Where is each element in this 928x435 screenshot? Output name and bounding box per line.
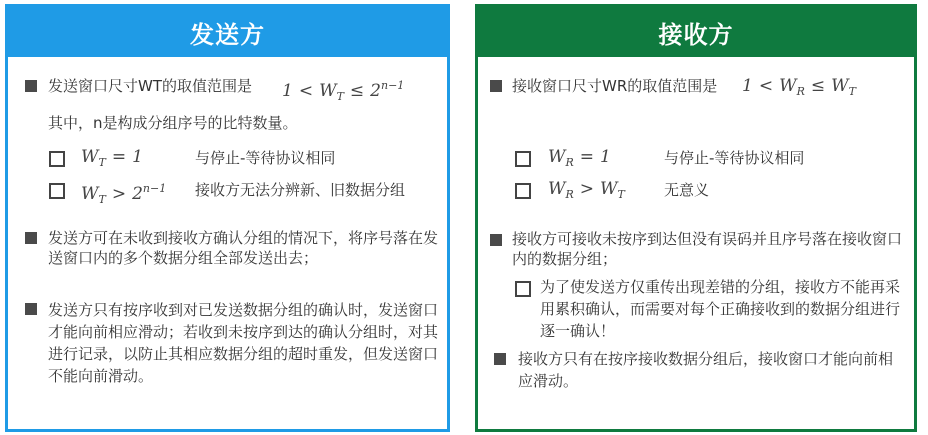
sender-n-explain: 其中，n是构成分组序号的比特数量。 bbox=[48, 114, 298, 132]
checkbox-icon bbox=[515, 183, 531, 199]
bullet-square-icon bbox=[25, 303, 37, 315]
checkbox-icon bbox=[49, 183, 65, 199]
receiver-case1-text: 与停止-等待协议相同 bbox=[664, 149, 805, 167]
sender-panel bbox=[5, 4, 450, 432]
receiver-panel bbox=[475, 4, 917, 432]
checkbox-icon bbox=[515, 151, 531, 167]
receiver-point2: 接收方可接收未按序到达但没有误码并且序号落在接收窗口内的数据分组； bbox=[512, 230, 903, 268]
bullet-square-icon bbox=[25, 80, 37, 92]
bullet-square-icon bbox=[494, 353, 506, 365]
receiver-title: 接收方 bbox=[478, 7, 914, 57]
receiver-window-size-formula: $1 < W_R \le W_T$ bbox=[742, 76, 856, 98]
bullet-square-icon bbox=[490, 234, 502, 246]
sender-point2: 发送方可在未收到接收方确认分组的情况下，将序号落在发送窗口内的多个数据分组全部发送出去； bbox=[48, 229, 439, 267]
sender-case1-text: 与停止-等待协议相同 bbox=[195, 149, 336, 167]
sender-window-size-formula: $1 < W_T \le 2^{n-1}$ bbox=[282, 79, 405, 103]
checkbox-icon bbox=[515, 281, 531, 297]
sender-case2-formula: $W_T > 2^{n-1}$ bbox=[81, 182, 167, 206]
bullet-square-icon bbox=[490, 80, 502, 92]
receiver-point2-sub: 为了使发送方仅重传出现差错的分组，接收方不能再采用累积确认，而需要对每个正确接收到的数据分组进行逐一确认！ bbox=[540, 278, 901, 340]
sender-title: 发送方 bbox=[8, 7, 447, 57]
sender-window-size-label: 发送窗口尺寸WT的取值范围是 bbox=[48, 77, 252, 95]
sender-point3: 发送方只有按序收到对已发送数据分组的确认时，发送窗口才能向前相应滑动；若收到未按序到达的确认分组时，对其进行记录，以防止其相应数据分组的超时重发，但发送窗口不能向前滑动。 bbox=[48, 301, 439, 385]
sender-case1-formula: $W_T = 1$ bbox=[81, 147, 143, 169]
bullet-square-icon bbox=[25, 232, 37, 244]
receiver-window-size-label: 接收窗口尺寸WR的取值范围是 bbox=[512, 77, 718, 95]
sender-case2-text: 接收方无法分辨新、旧数据分组 bbox=[195, 181, 406, 199]
checkbox-icon bbox=[49, 151, 65, 167]
receiver-case2-text: 无意义 bbox=[664, 181, 710, 199]
receiver-case2-formula: $W_R > W_T$ bbox=[548, 179, 625, 201]
receiver-point3: 接收方只有在按序接收数据分组后，接收窗口才能向前相应滑动。 bbox=[518, 350, 894, 390]
receiver-case1-formula: $W_R = 1$ bbox=[548, 147, 611, 169]
